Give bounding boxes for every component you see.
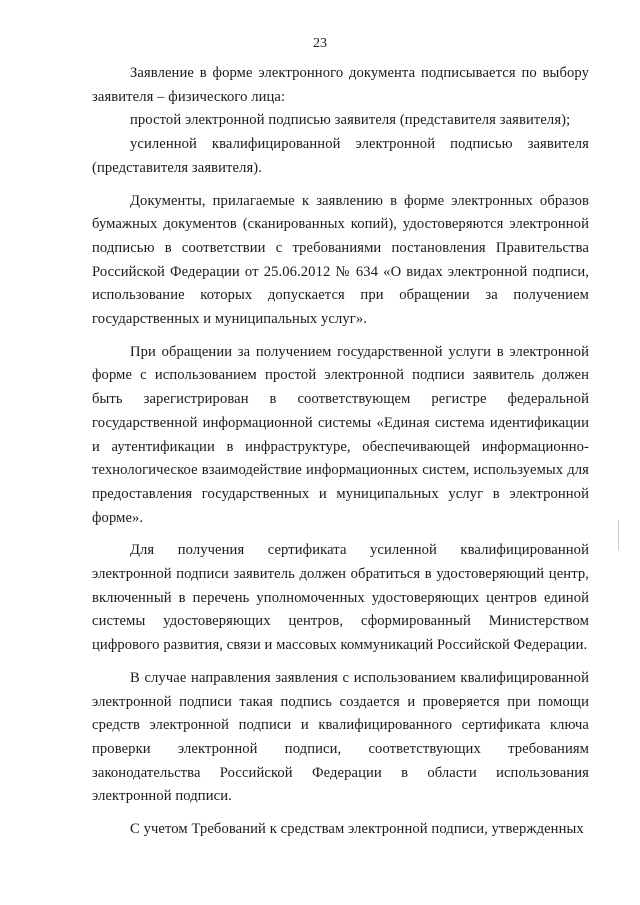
scan-artifact-line xyxy=(618,520,619,550)
paragraph-signature-choice: Заявление в форме электронного документа подписывается по выбору заявителя – физического лица: xyxy=(92,65,589,105)
paragraph-esia-registration: При обращении за получением государственной услуги в электронной форме с использованием простой электронной подписи заявитель должен быть зарегистрирован в соответствующем регистре федеральной государственной информационной системы «Единая система идентификации и аутентификации в инфраструктуре, обеспечивающей информационно-технологическое взаимодействие информационных систем, используемых для предоставления государственных и муниципальных услуг в электронной форме». xyxy=(92,343,589,526)
paragraph-simple-signature: простой электронной подписью заявителя (представителя заявителя); xyxy=(130,112,571,129)
paragraph-certificate: Для получения сертификата усиленной квалифицированной электронной подписи заявитель должен обратиться в удостоверяющий центр, включенный в перечень уполномоченных удостоверяющих центров единой системы удостоверяющих центров, сформированный Министерством цифрового развития, связи и массовых коммуникаций Российской Федерации. xyxy=(92,542,589,654)
document-body xyxy=(92,62,589,842)
paragraph-attached-documents: Документы, прилагаемые к заявлению в форме электронных образов бумажных документов (сканированных копий), удостоверяются электронной подписью в соответствии с требованиями постановления Правительства Российской Федерации от 25.06.2012 № 634 «О видах электронной подписи, использование которых допускается при обращении за получением государственных и муниципальных услуг». xyxy=(92,192,589,328)
paragraph-qualified-verification: В случае направления заявления с использованием квалифицированной электронной подписи такая подпись создается и проверяется при помощи средств электронной подписи и квалифицированного сертификата ключа проверки электронной подписи, соответствующих требованиям законодательства Российской Федерации в области использования электронной подписи. xyxy=(92,669,589,805)
paragraph-requirements: С учетом Требований к средствам электронной подписи, утвержденных xyxy=(130,821,584,838)
paragraph-qualified-signature: усиленной квалифицированной электронной подписью заявителя (представителя заявителя). xyxy=(92,136,589,176)
page-number: 23 xyxy=(313,36,327,51)
